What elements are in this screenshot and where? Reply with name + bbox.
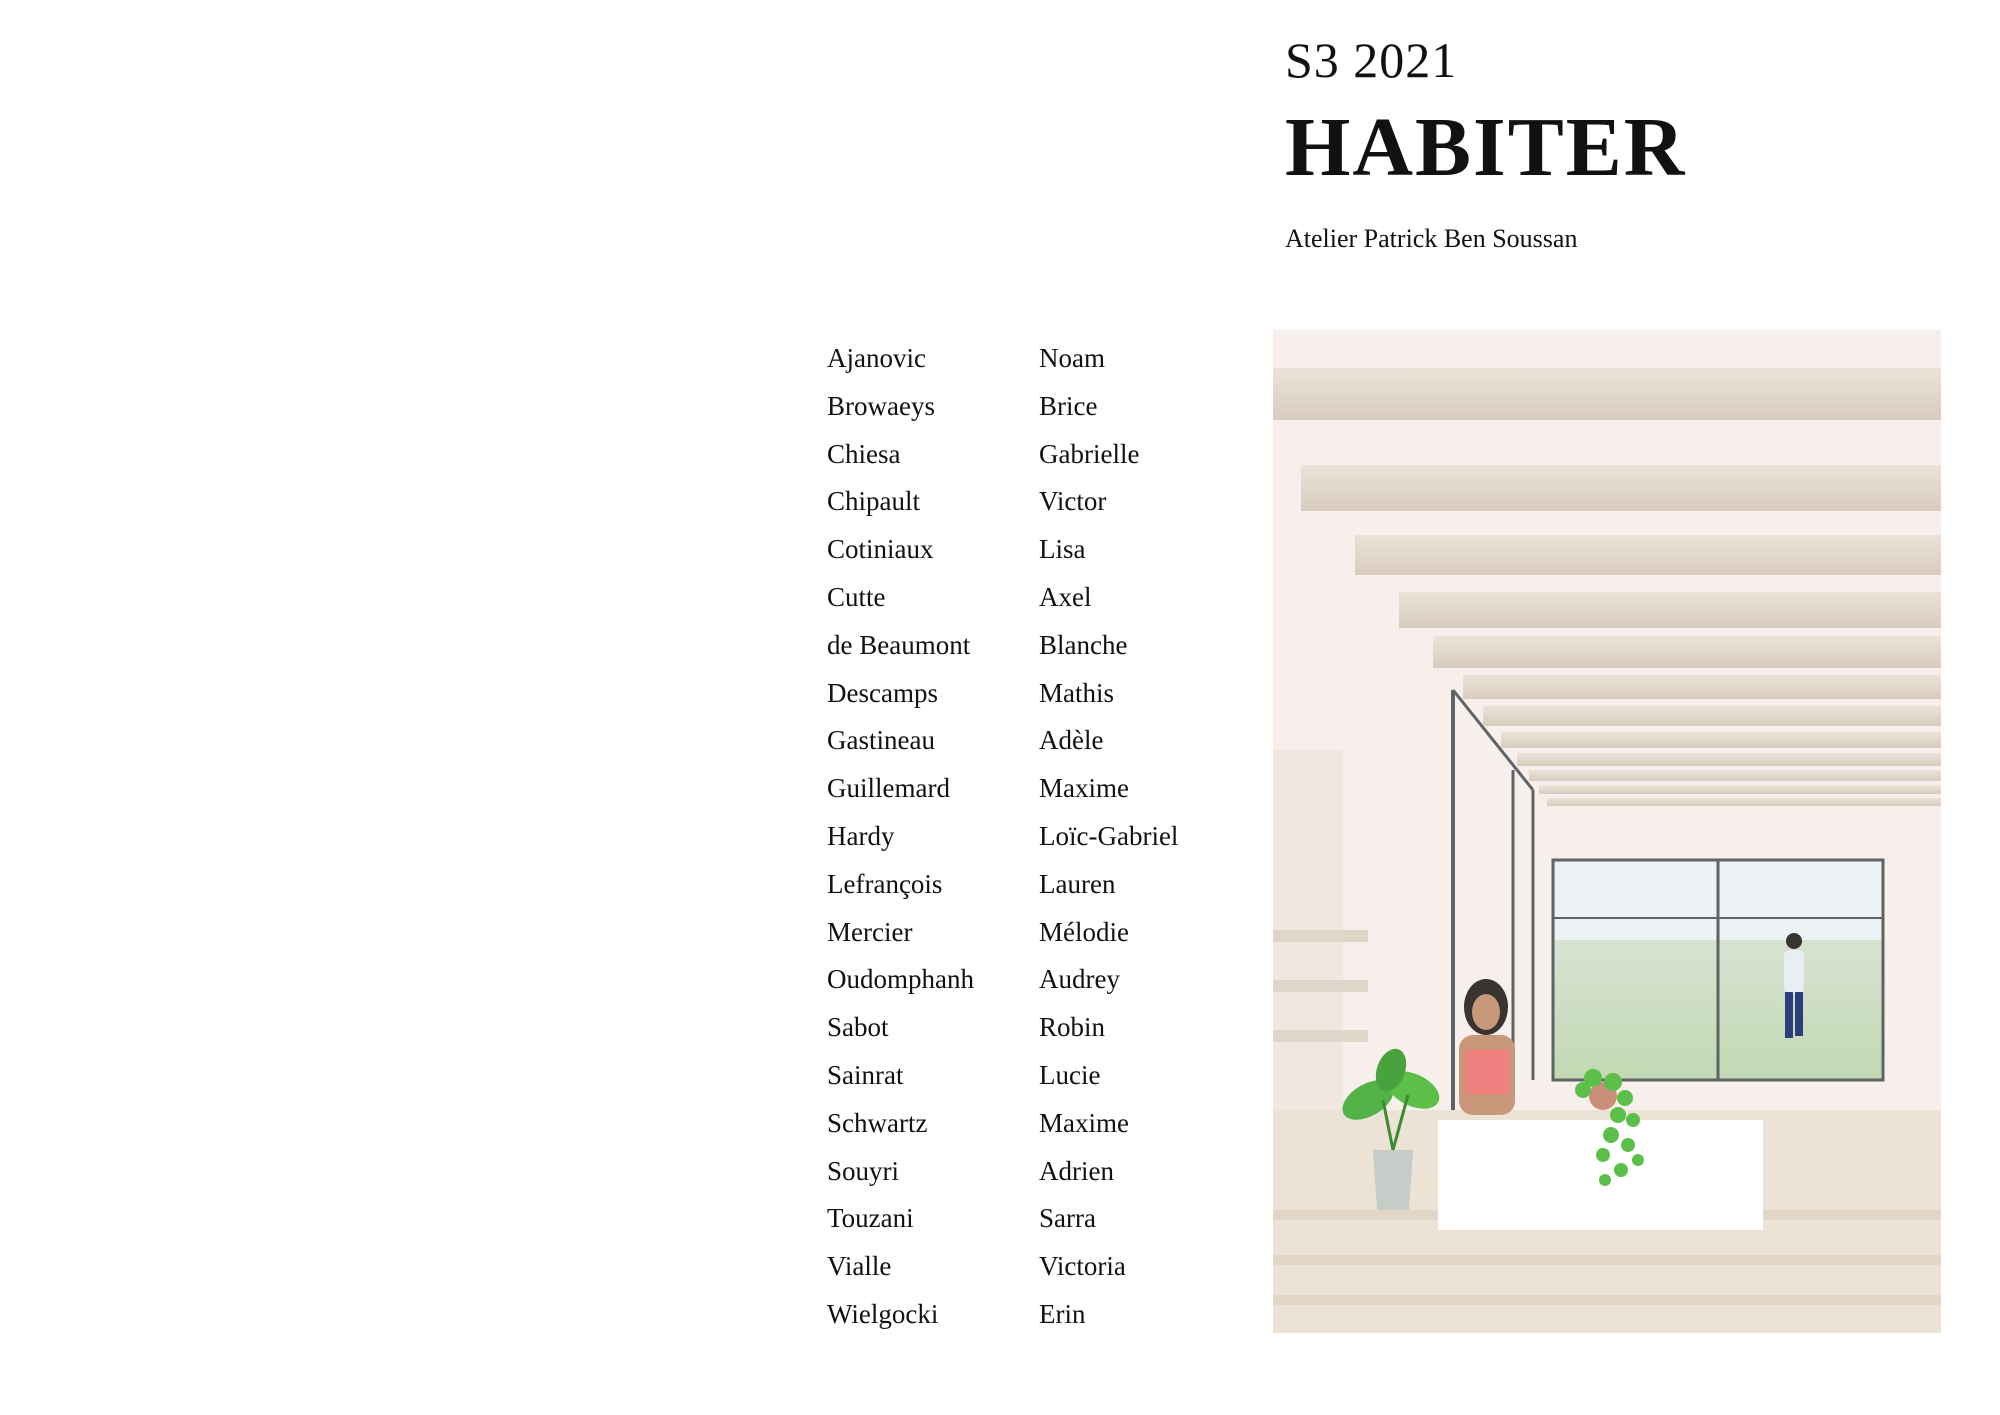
student-last-name: Browaeys	[827, 390, 935, 421]
student-first-name: Audrey	[1039, 964, 1120, 995]
student-first-name: Lisa	[1039, 534, 1086, 565]
session-label: S3 2021	[1285, 32, 1458, 88]
student-last-name: Hardy	[827, 820, 895, 851]
student-last-name: Oudomphanh	[827, 964, 974, 995]
student-first-name: Victor	[1039, 486, 1107, 517]
student-last-name: Sainrat	[827, 1059, 904, 1090]
student-first-name: Victoria	[1039, 1251, 1126, 1282]
student-last-name: Wielgocki	[827, 1298, 939, 1329]
student-first-name: Blanche	[1039, 629, 1128, 660]
student-last-name: Touzani	[827, 1203, 914, 1234]
student-last-name: Gastineau	[827, 725, 935, 756]
student-last-name: Souyri	[827, 1155, 900, 1186]
student-first-name: Adèle	[1039, 725, 1104, 756]
student-first-name: Mathis	[1039, 677, 1115, 708]
student-last-name: Mercier	[827, 916, 913, 947]
student-last-name: Chiesa	[827, 438, 901, 469]
student-first-name: Maxime	[1039, 773, 1129, 804]
student-last-name: Guillemard	[827, 773, 950, 804]
student-last-name: de Beaumont	[827, 629, 971, 660]
student-last-name: Cutte	[827, 581, 886, 612]
student-last-name: Sabot	[827, 1012, 889, 1043]
student-first-name: Axel	[1039, 581, 1092, 612]
interior-illustration	[1273, 330, 1941, 1333]
student-first-name: Maxime	[1039, 1107, 1129, 1138]
student-first-name: Lauren	[1039, 868, 1116, 899]
header	[1285, 30, 1686, 254]
student-first-name: Brice	[1039, 390, 1098, 421]
student-first-name: Noam	[1039, 343, 1105, 373]
student-first-name: Erin	[1039, 1298, 1086, 1329]
page-title: HABITER	[1285, 101, 1687, 194]
student-first-name: Robin	[1039, 1012, 1106, 1043]
student-last-name: Lefrançois	[827, 868, 943, 899]
student-first-name: Mélodie	[1039, 916, 1129, 947]
student-last-name: Vialle	[827, 1251, 892, 1282]
student-first-name: Loïc-Gabriel	[1039, 820, 1179, 851]
student-list	[827, 335, 1239, 1339]
student-last-name: Cotiniaux	[827, 534, 934, 565]
student-first-name: Adrien	[1039, 1155, 1114, 1186]
atelier-label: Atelier Patrick Ben Soussan	[1285, 224, 1578, 253]
student-last-name: Ajanovic	[827, 343, 926, 373]
student-last-name: Chipault	[827, 486, 920, 517]
student-last-name: Descamps	[827, 677, 938, 708]
student-first-name: Sarra	[1039, 1203, 1096, 1234]
student-first-name: Lucie	[1039, 1059, 1101, 1090]
student-last-name: Schwartz	[827, 1107, 928, 1138]
student-first-name: Gabrielle	[1039, 438, 1140, 469]
